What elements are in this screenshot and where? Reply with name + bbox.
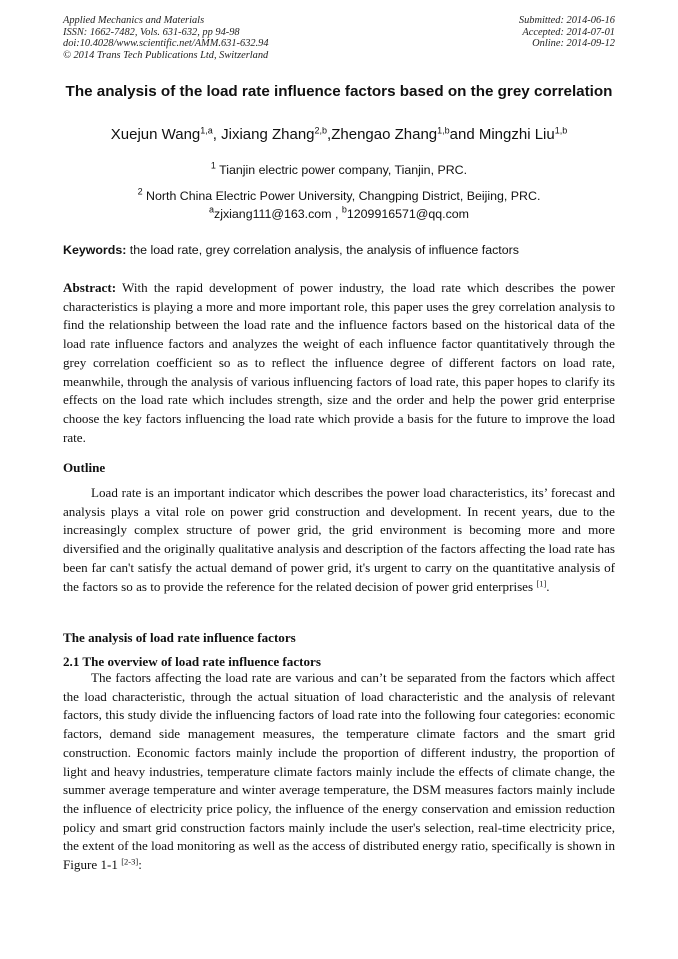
author-name: Jixiang Zhang <box>221 126 315 143</box>
affiliation-marker: 1 <box>210 160 216 171</box>
author-affiliation-marker: 1,b <box>437 125 450 136</box>
copyright-line: © 2014 Trans Tech Publications Ltd, Switzerland <box>63 49 269 61</box>
outline-end: . <box>546 578 550 594</box>
submitted-date: Submitted: 2014-06-16 <box>518 15 615 26</box>
author-separator: , <box>212 126 222 143</box>
affiliation-text: North China Electric Power University, Changping District, Beijing, PRC. <box>142 189 541 203</box>
email-marker: a <box>209 204 215 215</box>
citation-marker: [1] <box>536 577 547 588</box>
keywords-line <box>63 243 615 258</box>
outline-text: Load rate is an important indicator which describes the power load characteristics, its’ forecast and analysis plays a vital role on power grid construction and development. In recent years, due to the increasingly complex structure of power grid, the grid environment is becoming more and more diversified and the originally qualitative analysis and description of the factors affecting the load rate has been far can't satisfy the actual demand of power grid, it's urgent to carry on the quantitative analysis of the factors so as to provide the reference for the related decision of power grid enterprises <box>63 485 615 594</box>
abstract-text: With the rapid development of power industry, the load rate which describes the power characteristics is playing a more and more important role, this paper uses the grey correlation analysis to find the relationship between the load rate and the influence factors based on the historical data of the load rate influence factors and analyzes the weight of each influence factor quantitatively through the grey correlation coefficient so as to reflect the influence degree of different factors on load rate, meanwhile, through the analysis of various influencing factors of load rate, this paper hopes to clarify its effects on the load rate which includes strength, size and the order and help the power grid enterprise choose the key factors influencing the load rate which provide a basis for the future to improve the load rate. <box>63 280 615 445</box>
section-paragraph <box>63 669 615 875</box>
affiliation-2 <box>63 186 615 204</box>
keywords-label: Keywords: <box>63 243 127 257</box>
author-affiliation-marker: 1,b <box>554 125 568 136</box>
citation-marker: [2-3] <box>121 856 139 867</box>
author-affiliation-marker: 2,b <box>314 125 328 136</box>
outline-heading: Outline <box>63 460 106 475</box>
affiliation-1 <box>63 160 615 178</box>
author-separator: and <box>449 126 479 143</box>
keywords-text: the load rate, grey correlation analysis, the analysis of influence factors <box>126 243 519 257</box>
section-text: The factors affecting the load rate are various and can’t be separated from the factors which affect the load characteristic, through the actual situation of load characteristic and the analysis of relevant factors, this study divide the influencing factors of load rate into the following four categories: economic factors, demand side management measures, the temperature climate factors and the smart grid construction. Economic factors mainly include the proportion of different industry, the proportion of light and heavy industries, temperature climate factors mainly include the effects of climate change, the summer average temperature and winter average temperature, the DSM measures factors mainly include the influence of electricity price policy, the influence of the energy conservation and emission reduction policy and smart grid construction factors mainly include the user's selection, real-time electricity price, the extent of the load monitoring as well as the access of distributed energy ratio, specifically is shown in Figure 1-1 <box>63 670 615 873</box>
author-name: Zhengao Zhang <box>331 126 438 143</box>
affiliation-text: Tianjin electric power company, Tianjin, PRC. <box>215 163 468 177</box>
outline-paragraph <box>63 484 615 596</box>
doi-line: doi:10.4028/www.scientific.net/AMM.631-632.94 <box>63 38 269 50</box>
affiliation-marker: 2 <box>137 186 143 197</box>
author-separator: , <box>327 126 332 143</box>
abstract-paragraph <box>63 279 615 447</box>
journal-info <box>63 15 269 61</box>
author-affiliation-marker: 1,a <box>200 125 213 136</box>
author-emails <box>63 204 615 222</box>
author-name: Xuejun Wang <box>110 126 201 143</box>
email-marker: b <box>341 204 347 215</box>
subsection-heading: 2.1 The overview of load rate influence factors <box>63 654 321 669</box>
journal-name: Applied Mechanics and Materials <box>63 15 205 26</box>
author-name: Mingzhi Liu <box>478 126 555 143</box>
publication-dates <box>519 15 615 50</box>
section-end: : <box>138 857 142 873</box>
accepted-date: Accepted: 2014-07-01 <box>522 26 615 38</box>
email-address: 1209916571@qq.com <box>346 207 469 221</box>
online-date: Online: 2014-09-12 <box>532 38 615 50</box>
email-address: zjxiang111@163.com <box>214 207 332 221</box>
paper-title: The analysis of the load rate influence factors based on the grey correlation <box>65 83 613 100</box>
abstract-label: Abstract: <box>63 280 117 295</box>
author-list <box>50 125 628 145</box>
section-heading: The analysis of load rate influence factors <box>63 630 296 645</box>
issn-line: ISSN: 1662-7482, Vols. 631-632, pp 94-98 <box>63 26 240 38</box>
email-separator: , <box>331 207 342 221</box>
